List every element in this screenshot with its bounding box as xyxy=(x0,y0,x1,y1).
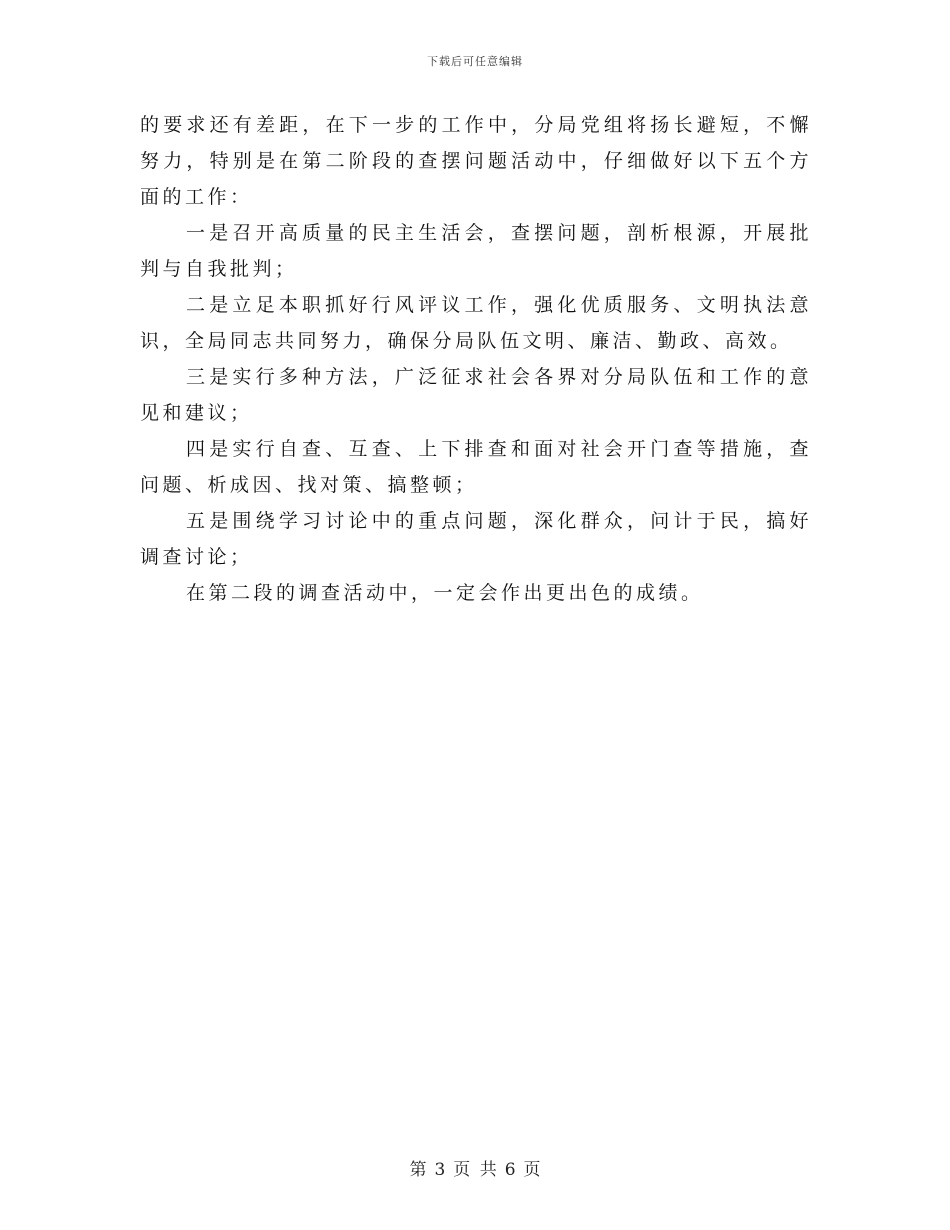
page-current-number: 3 xyxy=(434,1160,446,1180)
paragraph-item-1: 一是召开高质量的民主生活会，查摆问题，剖析根源，开展批判与自我批判； xyxy=(140,222,812,280)
paragraph-continuation: 的要求还有差距，在下一步的工作中，分局党组将扬长避短，不懈努力，特别是在第二阶段的查摆问题活动中，仔细做好以下五个方面的工作： xyxy=(140,114,812,208)
paragraph-conclusion: 在第二段的调查活动中，一定会作出更出色的成绩。 xyxy=(186,582,704,604)
document-body xyxy=(140,107,812,611)
paragraph-item-4: 四是实行自查、互查、上下排查和面对社会开门查等措施，查问题、析成因、找对策、搞整顿； xyxy=(140,438,812,496)
page-number-footer xyxy=(0,1155,950,1180)
page-label-middle: 页 共 xyxy=(453,1160,497,1180)
page-label-prefix: 第 xyxy=(409,1160,427,1180)
page-total-number: 6 xyxy=(504,1160,516,1180)
page-label-suffix: 页 xyxy=(523,1160,541,1180)
paragraph-item-2: 二是立足本职抓好行风评议工作，强化优质服务、文明执法意识，全局同志共同努力，确保分局队伍文明、廉洁、勤政、高效。 xyxy=(140,294,812,352)
paragraph-item-3: 三是实行多种方法，广泛征求社会各界对分局队伍和工作的意见和建议； xyxy=(140,366,812,424)
page-header-note: 下载后可任意编辑 xyxy=(427,55,523,68)
paragraph-item-5: 五是围绕学习讨论中的重点问题，深化群众，问计于民，搞好调查讨论； xyxy=(140,510,812,568)
